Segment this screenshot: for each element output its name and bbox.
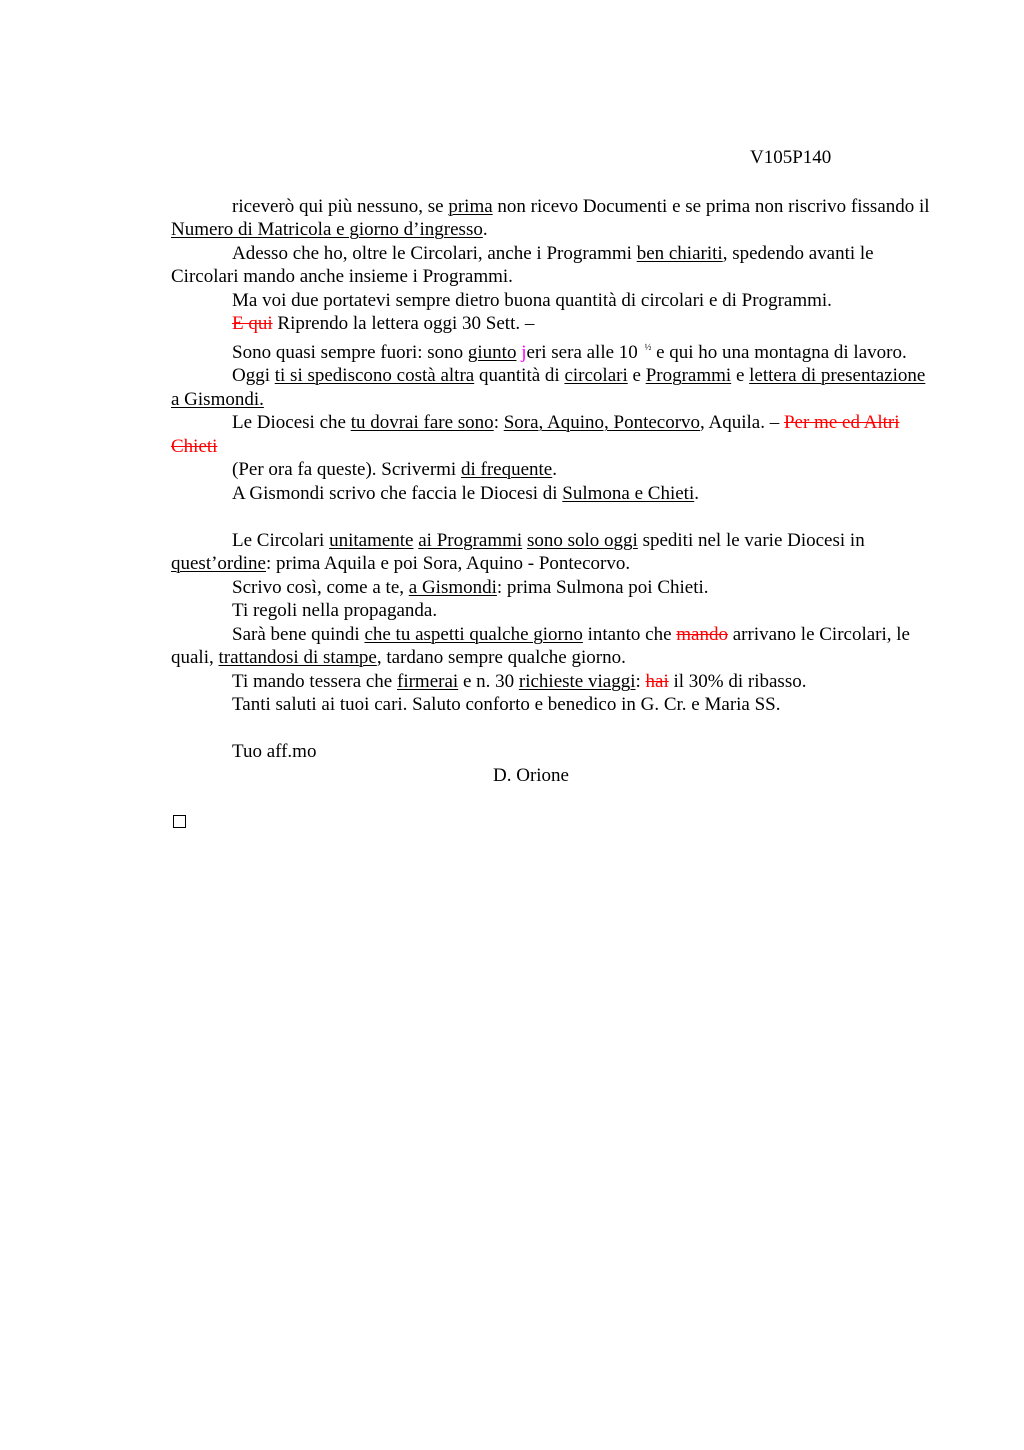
text: e (627, 365, 646, 386)
text: quantità di (474, 365, 565, 386)
paragraph-1 (171, 195, 931, 242)
paragraph-5 (171, 336, 931, 365)
paragraph-13 (171, 623, 931, 670)
underlined-text: richieste viaggi (518, 670, 636, 692)
deleted-text: hai (645, 670, 669, 692)
text: A Gismondi scrivo che faccia le Diocesi di (232, 482, 563, 504)
signature: D. Orione (493, 764, 569, 786)
underlined-text: trattandosi di stampe (218, 647, 377, 668)
paragraph-2 (171, 242, 931, 289)
paragraph-7 (171, 411, 931, 458)
blank-line (171, 717, 931, 741)
underlined-text: ai Programmi (418, 529, 523, 551)
text: Sono quasi sempre fuori: sono (232, 341, 468, 363)
text: e (731, 365, 750, 386)
text: Adesso che ho, oltre le Circolari, anche i Programmi (232, 242, 637, 264)
underlined-text: prima (448, 195, 493, 217)
inserted-letter: j (521, 341, 527, 363)
text: non ricevo Documenti e se prima non riscrivo fissando il (492, 195, 930, 217)
underlined-text: lettera di presentazione a Gismondi. (171, 365, 926, 410)
text: . (694, 482, 699, 504)
text: Scrivo così, come a te, (232, 576, 409, 598)
paragraph-4 (171, 312, 931, 336)
underlined-text: Programmi (645, 365, 732, 386)
text: . (482, 219, 488, 240)
text: : (635, 670, 646, 692)
text: intanto che (582, 623, 677, 645)
text: arrivano le Circolari, le quali, (171, 623, 910, 668)
underlined-text: circolari (564, 365, 628, 386)
text: : (493, 412, 504, 433)
empty-square-icon (173, 815, 186, 828)
underlined-text: di frequente (460, 459, 553, 480)
blank-line (171, 505, 931, 529)
deleted-text: Per me ed Altri Chieti (171, 412, 900, 457)
text: Tanti saluti ai tuoi cari. Saluto conforto e benedico in G. Cr. e Maria SS. (232, 694, 781, 715)
paragraph-14 (171, 670, 931, 694)
fraction-half: ½ (644, 341, 652, 352)
text: eri sera alle 10 (526, 341, 643, 363)
text: , spedendo avanti le Circolari mando anche insieme i Programmi. (171, 242, 874, 287)
text: riceverò qui più nessuno, se (232, 195, 449, 217)
paragraph-9 (171, 482, 931, 506)
underlined-text: ben chiariti (636, 242, 723, 264)
underlined-text: a Gismondi (408, 576, 497, 598)
underlined-text: giunto (467, 341, 517, 363)
underlined-text: Sora, Aquino, Pontecorvo (503, 412, 701, 433)
deleted-text: E qui (232, 313, 273, 334)
text: Ma voi due portatevi sempre dietro buona quantità di circolari e di Programmi. (232, 289, 832, 311)
text: Sarà bene quindi (232, 623, 365, 645)
paragraph-10 (171, 529, 931, 576)
paragraph-3 (171, 289, 931, 313)
underlined-text: che tu aspetti qualche giorno (364, 623, 583, 645)
deleted-text: mando (676, 623, 728, 645)
underlined-text: Numero di Matricola e giorno d’ingresso (171, 219, 483, 240)
text: (Per ora fa queste). Scrivermi (232, 459, 461, 480)
underlined-text: quest’ordine (171, 553, 266, 574)
text: il 30% di ribasso. (668, 670, 807, 692)
text: Ti regoli nella propaganda. (232, 600, 438, 621)
text: , tardano sempre qualche giorno. (376, 647, 626, 668)
text: , Aquila. – (700, 412, 784, 433)
text: spediti nel le varie Diocesi in (637, 529, 865, 551)
text: Ti mando tessera che (232, 670, 397, 692)
page-id: V105P140 (750, 147, 832, 168)
underlined-text: unitamente (329, 529, 414, 551)
paragraph-15 (171, 693, 931, 717)
paragraph-11 (171, 576, 931, 600)
paragraph-8 (171, 458, 931, 482)
text: Le Diocesi che (232, 412, 351, 433)
text: : prima Aquila e poi Sora, Aquino - Pontecorvo. (265, 553, 631, 574)
text: Riprendo la lettera oggi 30 Sett. – (272, 313, 535, 334)
text: e qui ho una montagna di lavoro. (651, 341, 907, 363)
underlined-text: sono solo oggi (526, 529, 638, 551)
text: e n. 30 (458, 670, 519, 692)
underlined-text: ti si spediscono costà altra (274, 365, 475, 386)
text: : prima Sulmona poi Chieti. (496, 576, 709, 598)
underlined-text: firmerai (397, 670, 459, 692)
closing: Tuo aff.mo (232, 741, 317, 762)
letter-body (171, 195, 931, 788)
underlined-text: Sulmona e Chieti (562, 482, 695, 504)
paragraph-12 (171, 599, 931, 623)
paragraph-6 (171, 364, 931, 411)
text: Le Circolari (232, 529, 330, 551)
text: Oggi (232, 365, 275, 386)
text: . (552, 459, 557, 480)
underlined-text: tu dovrai fare sono (350, 412, 494, 433)
